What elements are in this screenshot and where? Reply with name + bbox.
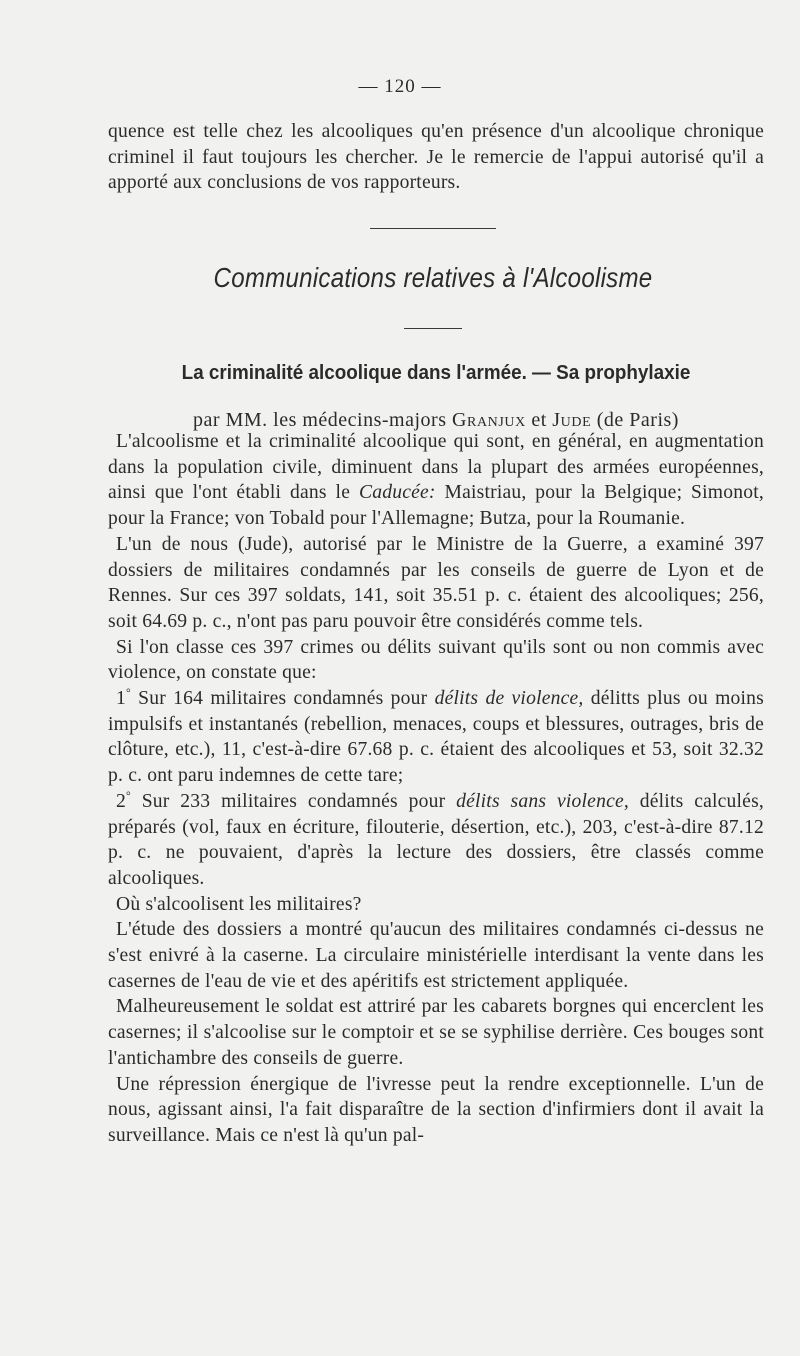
intro-text-block bbox=[108, 119, 764, 196]
italic-caducee: Caducée: bbox=[358, 482, 436, 504]
byline-author-granjux: Granjux bbox=[451, 409, 526, 431]
page-number: — 120 — bbox=[358, 76, 442, 97]
italic-delits-sans-violence: délits sans violence, bbox=[456, 790, 629, 812]
degree-mark: ° bbox=[126, 789, 131, 803]
byline-suffix: (de Paris) bbox=[596, 409, 679, 431]
paragraph-4: 1° Sur 164 militaires condamnés pour délits de violence, délitts plus ou moins impulsifs et instantanés (rebellion, menaces, coups et blessures, outrages, bris de clôture, etc.), 11, c'est-à-dire 67.68 p. c. étaient des alcooliques et 53, soit 32.32 p. c. ont paru indemnes de cette tare; bbox=[108, 686, 764, 787]
paragraph-3: Si l'on classe ces 397 crimes ou délits suivant qu'ils sont ou non commis avec violence, on constate que: bbox=[108, 636, 764, 684]
byline-author-jude: Jude bbox=[552, 409, 592, 431]
separator-rule-short bbox=[404, 328, 462, 329]
section-title: Communications relatives à l'Alcoolisme bbox=[213, 262, 653, 293]
paragraph-7: L'étude des dossiers a montré qu'aucun des militaires condamnés ci-dessus ne s'est enivré à la caserne. La circulaire ministérielle interdisant la vente dans les casernes de l'eau de vie et des apéritifs est strictement appliquée. bbox=[108, 919, 764, 992]
paragraph-9: Une répression énergique de l'ivresse peut la rendre exceptionnelle. L'un de nous, agissant ainsi, l'a fait disparaître de la section d'infirmiers dont il avait la surveillance. Mais ce n'est là qu'un pal- bbox=[108, 1073, 764, 1146]
separator-rule-long bbox=[370, 228, 496, 229]
paragraph-8: Malheureusement le soldat est attriré par les cabarets borgnes qui encerclent les casernes; il s'alcoolise sur le comptoir et se se syphilise derrière. Ces bouges sont l'antichambre des conseils de guerre. bbox=[108, 996, 764, 1069]
list-number-1: 1 bbox=[116, 688, 126, 710]
degree-mark: ° bbox=[126, 686, 131, 700]
article-title: La criminalité alcoolique dans l'armée. — Sa prophylaxie bbox=[181, 361, 691, 384]
byline-conjunction: et bbox=[531, 409, 547, 431]
list-number-2: 2 bbox=[116, 790, 126, 812]
article-body bbox=[108, 429, 764, 1149]
paragraph-6: Où s'alcoolisent les militaires? bbox=[116, 893, 362, 915]
paragraph-2: L'un de nous (Jude), autorisé par le Ministre de la Guerre, a examiné 397 dossiers de militaires condamnés par les conseils de guerre de Lyon et de Rennes. Sur ces 397 soldats, 141, soit 35.51 p. c. étaient des alcooliques; 256, soit 64.69 p. c., n'ont pas paru pouvoir être considérés comme tels. bbox=[108, 533, 764, 632]
byline-prefix: par MM. les médecins-majors bbox=[193, 409, 447, 431]
italic-delits-violence: délits de violence, bbox=[434, 688, 584, 710]
intro-paragraph: quence est telle chez les alcooliques qu'en présence d'un alcoolique chronique criminel il faut toujours les chercher. Je le remercie de l'appui autorisé qu'il a apporté aux conclusions de vos rapporteurs. bbox=[108, 121, 764, 194]
paragraph-5: 2° Sur 233 militaires condamnés pour délits sans violence, délits calculés, préparés (vol, faux en écriture, filouterie, désertion, etc.), 203, c'est-à-dire 87.12 p. c. ne pouvaient, d'après la lecture des dossiers, être classés comme alcooliques. bbox=[108, 789, 764, 889]
paragraph-1: L'alcoolisme et la criminalité alcoolique qui sont, en général, en augmentation dans la population civile, diminuent dans la plupart des armées européennes, ainsi que l'ont établi dans le Caducée: Maistriau, pour la Belgique; Simonot, pour la France; von Tobald pour l'Allemagne; Butza, pour la Roumanie. bbox=[108, 431, 764, 530]
